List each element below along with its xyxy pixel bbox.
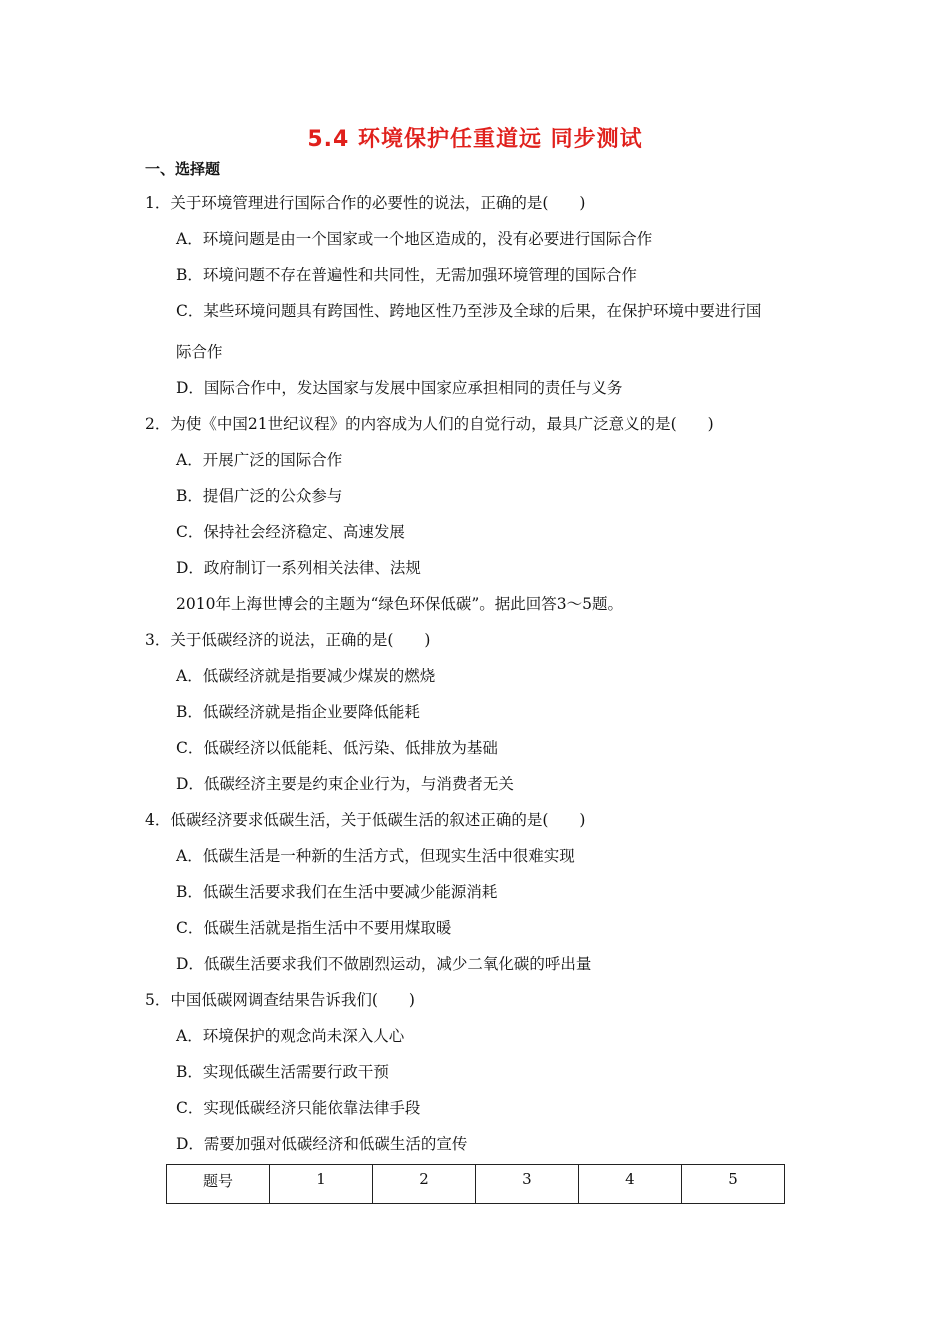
question-2-option-d: D．政府制订一系列相关法律、法规: [176, 559, 421, 577]
answer-table: [166, 1164, 785, 1204]
page-title: 5.4 环境保护任重道远 同步测试: [307, 127, 643, 152]
answer-table-col-5[interactable]: 5: [681, 1165, 784, 1204]
question-3-stem: 3．关于低碳经济的说法，正确的是( ): [145, 631, 431, 649]
question-5-option-d: D．需要加强对低碳经济和低碳生活的宣传: [176, 1135, 468, 1153]
question-1-option-c-continued: 际合作: [176, 343, 223, 361]
section-heading: 一、选择题: [145, 160, 221, 178]
question-4-stem: 4．低碳经济要求低碳生活，关于低碳生活的叙述正确的是( ): [145, 811, 586, 829]
answer-table-row: [167, 1165, 785, 1204]
question-3-option-d: D．低碳经济主要是约束企业行为，与消费者无关: [176, 775, 514, 793]
answer-table-col-4[interactable]: 4: [578, 1165, 681, 1204]
question-1-option-b: B．环境问题不存在普遍性和共同性，无需加强环境管理的国际合作: [176, 266, 637, 284]
question-5-stem: 5．中国低碳网调查结果告诉我们( ): [145, 991, 415, 1009]
question-1-stem: 1．关于环境管理进行国际合作的必要性的说法，正确的是( ): [145, 194, 586, 212]
question-1-option-d: D．国际合作中，发达国家与发展中国家应承担相同的责任与义务: [176, 379, 623, 397]
answer-table-header-cell: 题号: [167, 1165, 270, 1204]
question-2-option-a: A．开展广泛的国际合作: [176, 451, 343, 469]
question-1-option-a: A．环境问题是由一个国家或一个地区造成的，没有必要进行国际合作: [176, 230, 653, 248]
question-2-option-b: B．提倡广泛的公众参与: [176, 487, 343, 505]
question-3-option-a: A．低碳经济就是指要减少煤炭的燃烧: [176, 667, 436, 685]
question-1-option-c: C．某些环境问题具有跨国性、跨地区性乃至涉及全球的后果，在保护环境中要进行国: [176, 302, 762, 320]
answer-table-col-3[interactable]: 3: [475, 1165, 578, 1204]
question-5-option-a: A．环境保护的观念尚未深入人心: [176, 1027, 405, 1045]
answer-table-col-1[interactable]: 1: [269, 1165, 372, 1204]
question-2-option-c: C．保持社会经济稳定、高速发展: [176, 523, 405, 541]
question-5-option-b: B．实现低碳生活需要行政干预: [176, 1063, 389, 1081]
material-note: 2010年上海世博会的主题为“绿色环保低碳”。据此回答3～5题。: [176, 595, 624, 613]
question-4-option-d: D．低碳生活要求我们不做剧烈运动，减少二氧化碳的呼出量: [176, 955, 592, 973]
question-3-option-c: C．低碳经济以低能耗、低污染、低排放为基础: [176, 739, 498, 757]
question-5-option-c: C．实现低碳经济只能依靠法律手段: [176, 1099, 421, 1117]
question-4-option-b: B．低碳生活要求我们在生活中要减少能源消耗: [176, 883, 498, 901]
question-3-option-b: B．低碳经济就是指企业要降低能耗: [176, 703, 420, 721]
answer-table-col-2[interactable]: 2: [372, 1165, 475, 1204]
question-4-option-a: A．低碳生活是一种新的生活方式，但现实生活中很难实现: [176, 847, 575, 865]
question-4-option-c: C．低碳生活就是指生活中不要用煤取暖: [176, 919, 452, 937]
question-2-stem: 2．为使《中国21世纪议程》的内容成为人们的自觉行动，最具广泛意义的是( ): [145, 415, 714, 433]
